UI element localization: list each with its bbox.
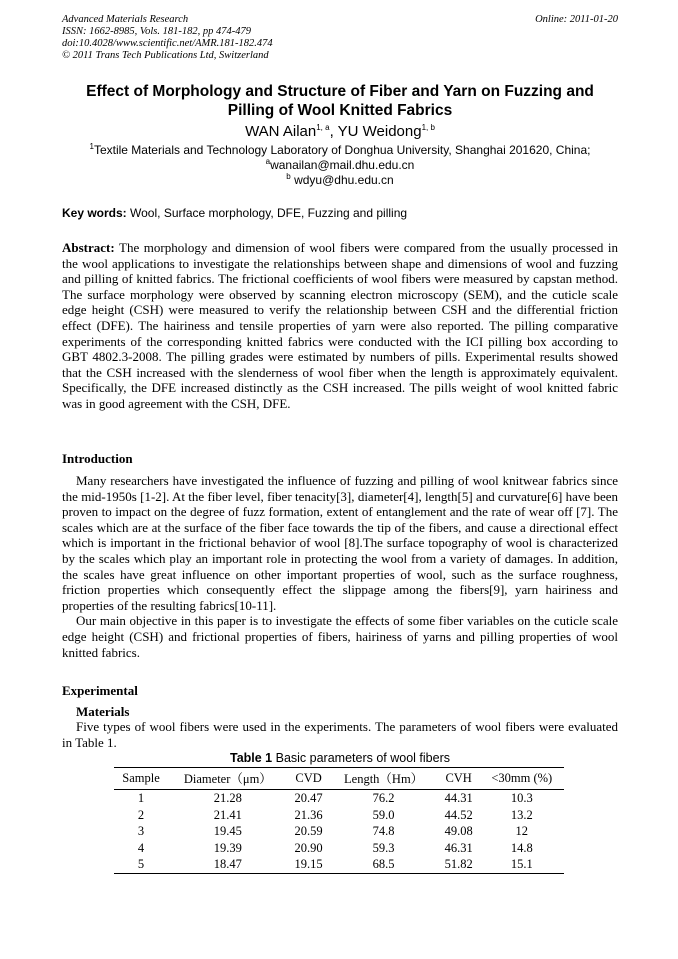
table-cell: 12 xyxy=(515,824,529,838)
table-cell: 5 xyxy=(114,856,168,873)
affiliation-block xyxy=(62,143,618,188)
table-cell: 13.2 xyxy=(510,807,533,822)
table-cell: 18.47 xyxy=(168,856,288,873)
abstract xyxy=(62,240,618,412)
table-cell: 2 xyxy=(137,807,145,822)
introduction-paragraph-2: Our main objective in this paper is to investigate the effects of some fiber variables on the cuticle scale edge height (CSH) and frictional properties of fibers, hairiness of yarns and pilling properties of wool knitted fabrics. xyxy=(62,613,618,660)
author-1: WAN Ailan xyxy=(245,123,317,140)
table-cell: 14.8 xyxy=(510,840,533,855)
wool-parameters-table xyxy=(114,767,564,874)
table-cell: 20.47 xyxy=(294,791,323,805)
col-sample: Sample xyxy=(114,768,168,790)
journal-header xyxy=(62,14,618,62)
materials-body xyxy=(62,719,618,750)
email-a-sup: a xyxy=(265,157,271,166)
table-cell: 10.3 xyxy=(510,791,533,805)
table-caption-text: Basic parameters of wool fibers xyxy=(272,751,450,765)
keywords xyxy=(62,206,618,221)
email-a-line xyxy=(62,158,618,173)
keywords-label: Key words: xyxy=(62,206,127,220)
table-cell: 74.8 xyxy=(372,824,395,838)
title-line-2: Pilling of Wool Knitted Fabrics xyxy=(227,102,453,119)
materials-subheading: Materials xyxy=(76,704,130,719)
col-cvh: CVH xyxy=(438,768,480,790)
email-b[interactable]: wdyu@dhu.edu.cn xyxy=(294,173,394,187)
introduction-paragraph-1: Many researchers have investigated the influence of fuzzing and pilling of wool knitwear fabrics since the mid-1950s [1-2]. At the fiber level, fiber tenacity[3], diameter[4], length[5] and curvature[6] have been proven to impact on the degree of fuzz formation, extent of entanglement and the rate of wear off [7]. The scales which are at the surface of the fiber face towards the tip of the fibers, and cause a directional effect which is important in the frictional behavior of wool [8].The surface topography of wool is characterized by the scales which play an important role in protecting the wool from a variety of damages. In addition, the scales have great influence on other important properties of wool, such as the surface roughness, friction properties which consequently effect the slippage among the fibers[9], yarn hairiness and properties of the resulting fabrics[10-11]. xyxy=(62,473,618,613)
table-cell: 1 xyxy=(137,791,145,805)
online-date: Online: 2011-01-20 xyxy=(535,14,618,25)
author-separator: , xyxy=(329,123,338,140)
author-list xyxy=(62,123,618,141)
table-row xyxy=(114,823,564,840)
table-caption xyxy=(62,751,618,766)
table-cell: 46.31 xyxy=(444,840,473,855)
table-row xyxy=(114,856,564,873)
table-row xyxy=(114,840,564,857)
table-cell: 21.36 xyxy=(294,807,323,822)
email-b-line xyxy=(62,173,618,188)
table-row xyxy=(114,790,564,807)
email-a[interactable]: wanailan@mail.dhu.edu.cn xyxy=(270,158,415,172)
introduction-heading: Introduction xyxy=(62,451,133,466)
table-cell: 21.28 xyxy=(213,791,242,805)
table-cell: 44.52 xyxy=(444,807,473,822)
affiliation-line xyxy=(62,143,618,158)
col-cvd: CVD xyxy=(288,768,330,790)
title-line-1: Effect of Morphology and Structure of Fiber and Yarn on Fuzzing and xyxy=(86,83,594,100)
table-cell: 4 xyxy=(137,840,145,855)
table-cell: 19.39 xyxy=(213,840,242,855)
col-diameter: Diameter（μm） xyxy=(168,768,288,790)
table-cell: 49.08 xyxy=(444,824,473,838)
author-2: YU Weidong xyxy=(337,123,422,140)
keywords-text: Wool, Surface morphology, DFE, Fuzzing and pilling xyxy=(126,206,408,220)
table-cell: 44.31 xyxy=(444,791,473,805)
table-cell: 20.90 xyxy=(294,840,323,855)
abstract-label: Abstract: xyxy=(62,240,115,255)
abstract-text: The morphology and dimension of wool fibers were compared from the usually processed in the wool applications to investigate the relationships between shape and dimensions of wool and fuzzing and pilling of knitted fabrics. The frictional coefficients of wool fibers were measured by capstan method. The surface morphology were observed by scanning electron microscopy (SEM), and the cuticle scale edge height (CSH) were measured to verify the relationship between CSH and the differential friction effect (DFE). The hairiness and tensile properties of yarn were also reported. The pilling comparative experiments of the corresponding knitted fabrics were conducted with the ICI pilling box according to GBT 4802.3-2008. The pilling grades were estimated by numbers of pills. Experimental results showed that the CSH increased with the slenderness of wool fiber when the length is approximately equivalent. Specifically, the DFE increased distinctly as the CSH increased. The pills weight of wool knitted fabric was in good agreement with the CSH, DFE. xyxy=(62,240,618,411)
introduction-body xyxy=(62,473,618,660)
table-cell: 20.59 xyxy=(294,824,323,838)
col-short-fiber: <30mm (%) xyxy=(480,768,564,790)
table-row xyxy=(114,807,564,824)
table-cell: 76.2 xyxy=(372,791,395,805)
author-2-affil: 1, b xyxy=(421,123,435,132)
table-cell: 15.1 xyxy=(480,856,564,873)
affiliation-sup: 1 xyxy=(89,142,94,151)
table-cell: 68.5 xyxy=(329,856,437,873)
paper-title xyxy=(62,82,618,120)
table-caption-label: Table 1 xyxy=(229,751,273,765)
email-b-sup: b xyxy=(286,172,291,181)
table-cell: 59.3 xyxy=(372,840,395,855)
experimental-heading: Experimental xyxy=(62,683,138,698)
table-cell: 21.41 xyxy=(213,807,242,822)
table-cell: 51.82 xyxy=(438,856,480,873)
journal-copyright: © 2011 Trans Tech Publications Ltd, Switzerland xyxy=(62,50,269,61)
col-length: Length（Hm） xyxy=(329,768,437,790)
materials-paragraph: Five types of wool fibers were used in the experiments. The parameters of wool fibers were evaluated in Table 1. xyxy=(62,719,618,750)
table-cell: 19.45 xyxy=(213,824,242,838)
journal-name: Advanced Materials Research xyxy=(62,14,189,25)
table-header-row xyxy=(114,768,564,790)
affiliation-text: Textile Materials and Technology Laboratory of Donghua University, Shanghai 201620, China; xyxy=(93,143,591,157)
table-cell: 19.15 xyxy=(288,856,330,873)
author-1-affil: 1, a xyxy=(316,123,330,132)
journal-doi: doi:10.4028/www.scientific.net/AMR.181-182.474 xyxy=(62,38,273,49)
journal-issn: ISSN: 1662-8985, Vols. 181-182, pp 474-479 xyxy=(62,26,251,37)
table-cell: 3 xyxy=(137,824,145,838)
table-cell: 59.0 xyxy=(372,807,395,822)
